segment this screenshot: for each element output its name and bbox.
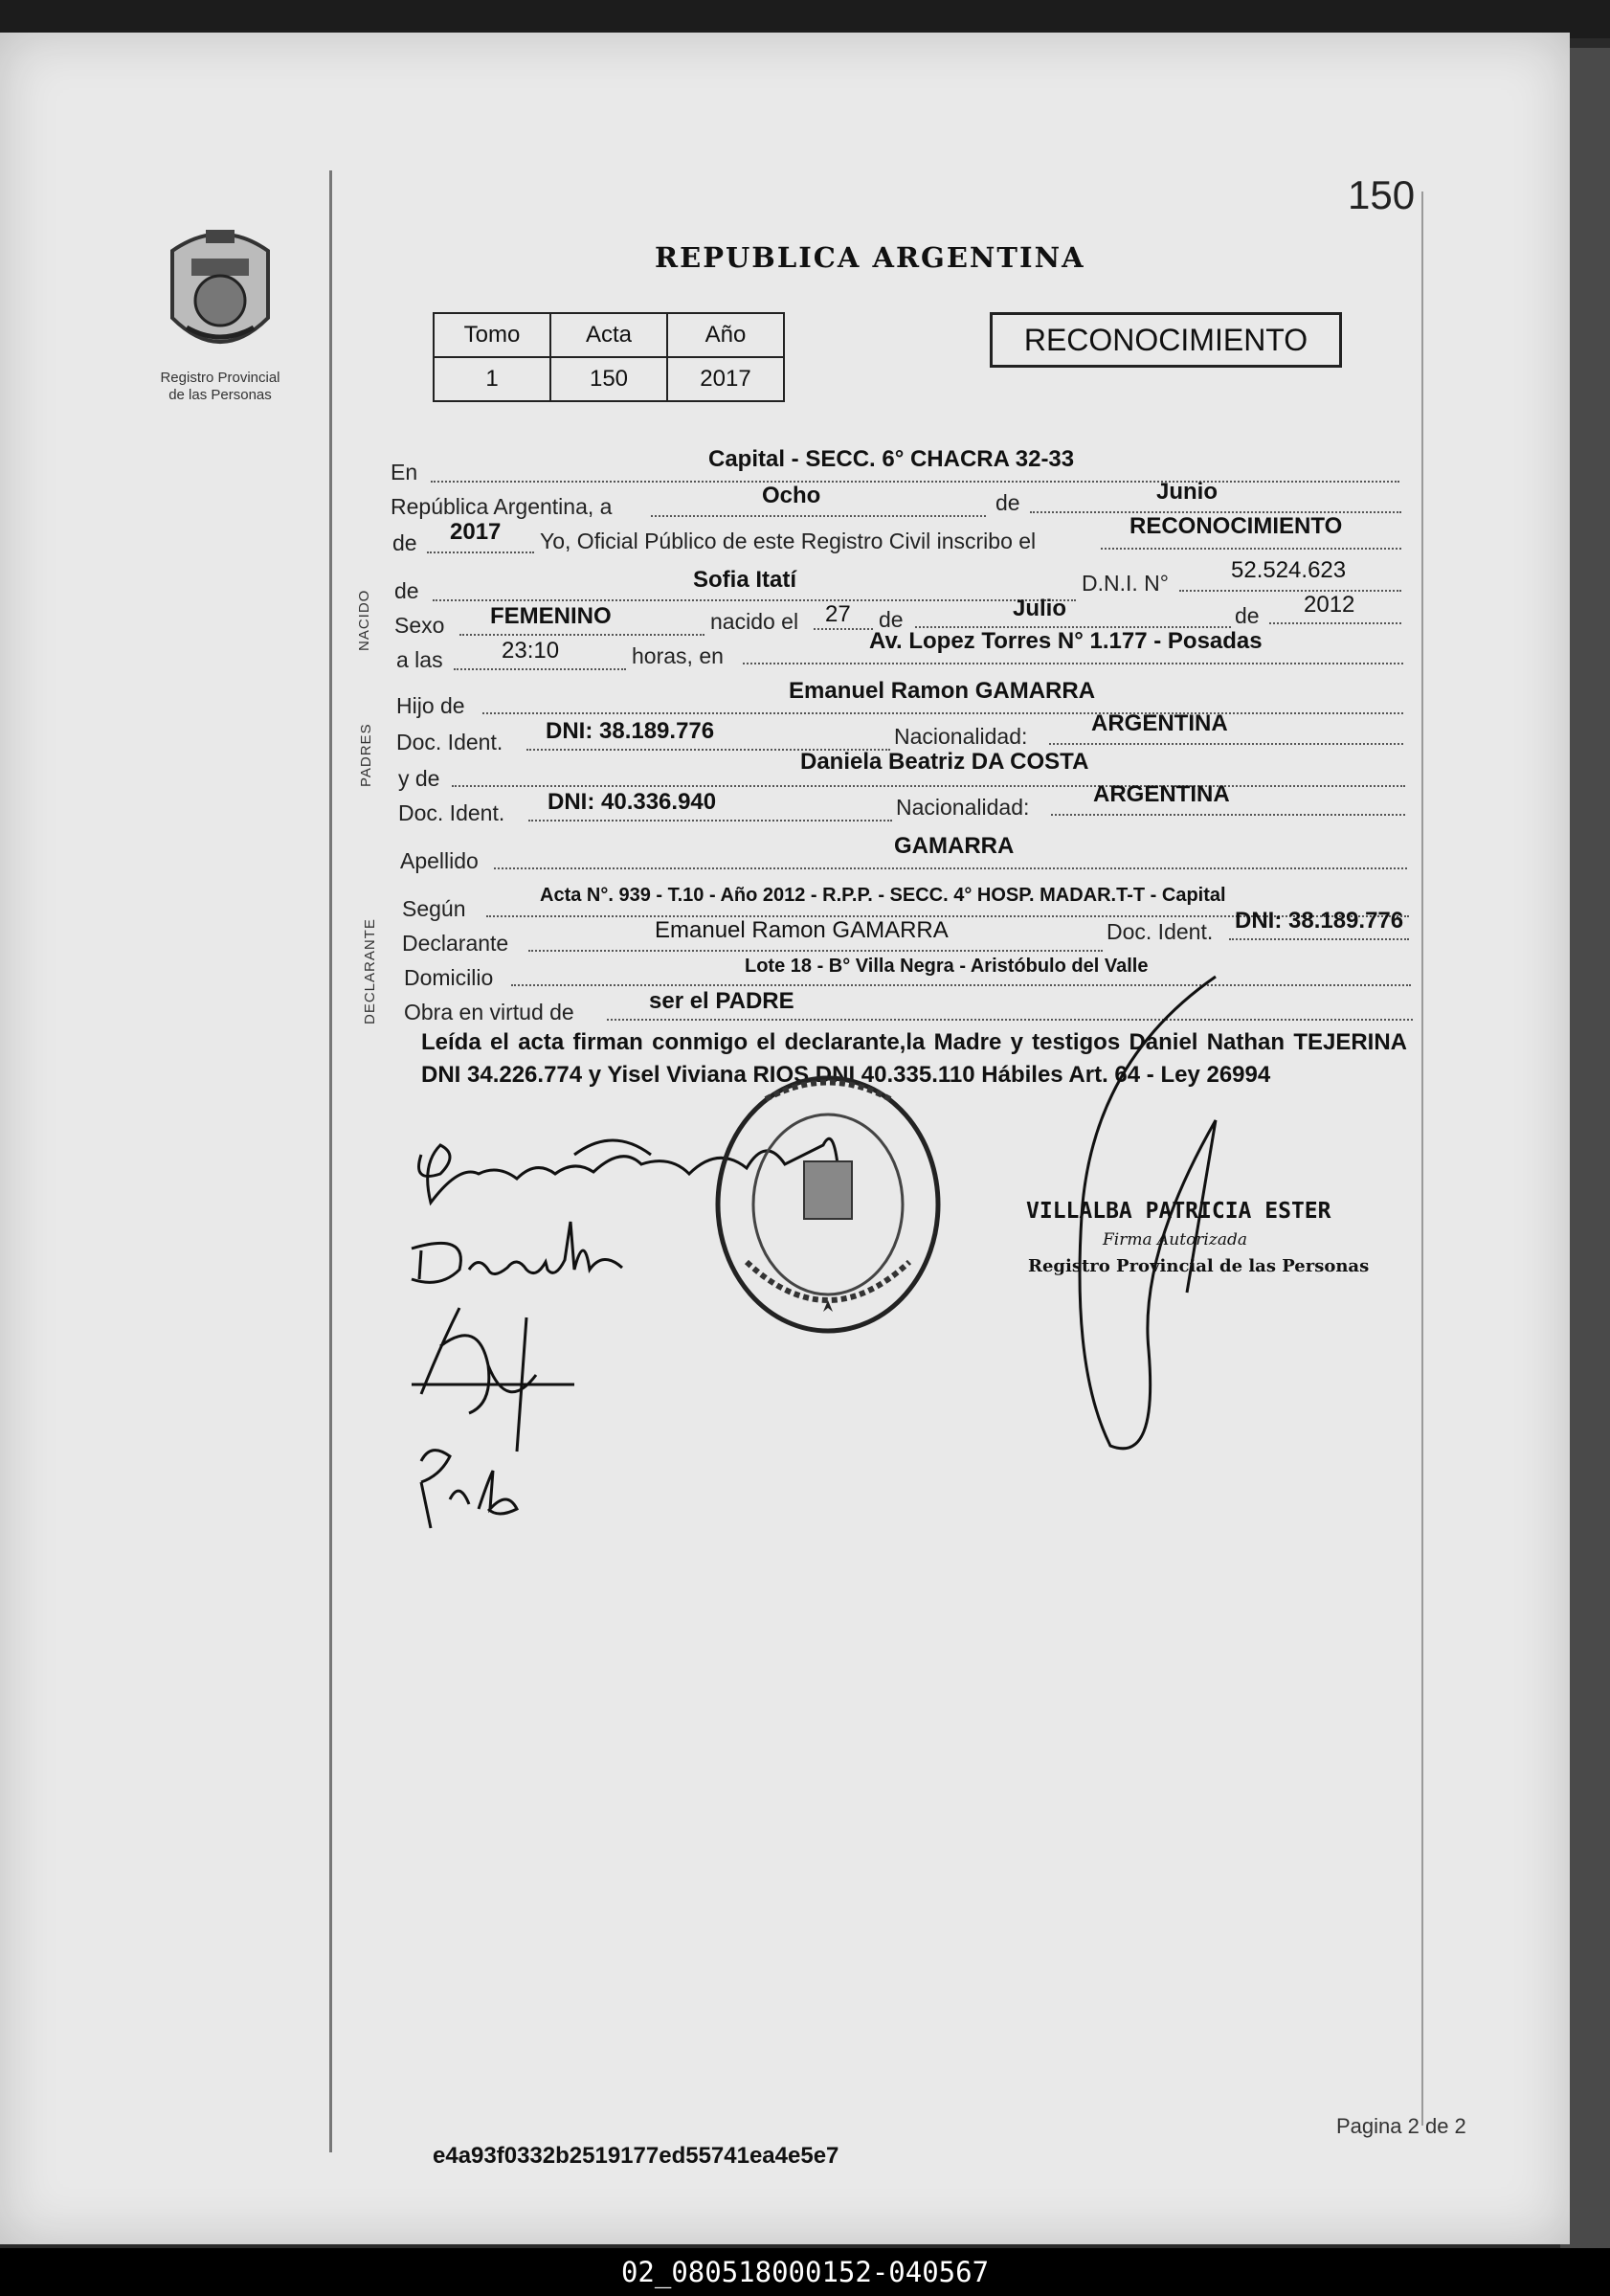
register-table-values — [434, 357, 784, 401]
label-hijo: Hijo de — [396, 693, 465, 718]
closing-text: Leída el acta firman conmigo el declarante,la Madre y testigos Daniel Nathan TEJERINA DNI 34.226.774 y Yisel Viviana RIOS DNI 40.335.110 Hábiles Art. 64 - Ley 26994 — [421, 1029, 1407, 1088]
value-acta: 150 — [550, 357, 667, 401]
dotted-line — [494, 867, 1407, 869]
side-label-nacido: NACIDO — [356, 589, 372, 651]
label-sexo: Sexo — [394, 613, 445, 638]
value-dni: 52.524.623 — [1231, 557, 1347, 583]
dotted-line — [651, 515, 986, 517]
dotted-line — [459, 634, 704, 636]
page-indicator: Pagina 2 de 2 — [1336, 2114, 1466, 2138]
header-anio: Año — [667, 313, 784, 357]
dotted-line — [1101, 548, 1401, 550]
value-padre-doc: DNI: 38.189.776 — [546, 718, 715, 744]
dotted-line — [454, 668, 626, 670]
page-number: 150 — [1348, 172, 1416, 217]
dotted-line — [1269, 622, 1401, 624]
page-title: REPUBLICA ARGENTINA — [655, 241, 1085, 274]
document-hash: e4a93f0332b2519177ed55741ea4e5e7 — [433, 2143, 839, 2169]
logo-label-line2: de las Personas — [168, 387, 272, 403]
label-domicilio: Domicilio — [404, 965, 494, 990]
label-de-nombre: de — [394, 578, 419, 603]
label-nacionalidad-madre: Nacionalidad: — [896, 795, 1030, 820]
dotted-line — [528, 950, 1103, 952]
label-de-anio-nac: de — [1235, 603, 1260, 628]
dotted-line — [1229, 938, 1409, 940]
label-de-anio: de — [392, 530, 417, 555]
value-segun: Acta N°. 939 - T.10 - Año 2012 - R.P.P. - SECC. 4° HOSP. MADAR.T-T - Capital — [540, 885, 1226, 906]
label-alas: a las — [396, 647, 443, 672]
register-table — [433, 312, 785, 402]
value-padre: Emanuel Ramon GAMARRA — [789, 678, 1096, 704]
value-anio: 2017 — [450, 519, 502, 545]
value-obra: ser el PADRE — [649, 988, 794, 1014]
value-inscribo: RECONOCIMIENTO — [1129, 513, 1343, 539]
label-segun: Según — [402, 896, 466, 921]
value-lugar-registro: Capital - SECC. 6° CHACRA 32-33 — [708, 446, 1075, 472]
act-type-box: RECONOCIMIENTO — [990, 312, 1342, 368]
dotted-line — [427, 551, 534, 553]
side-label-padres: PADRES — [358, 723, 374, 787]
value-nacido-dia: 27 — [825, 601, 851, 627]
label-yde: y de — [398, 766, 440, 791]
officer-role: Firma Autorizada — [1103, 1230, 1247, 1249]
value-madre-doc: DNI: 40.336.940 — [548, 789, 717, 815]
value-anio: 2017 — [667, 357, 784, 401]
dotted-line — [482, 712, 1403, 714]
header-acta: Acta — [550, 313, 667, 357]
dotted-line — [431, 481, 1399, 483]
label-doc-madre: Doc. Ident. — [398, 800, 505, 825]
value-tomo: 1 — [434, 357, 550, 401]
register-table-header — [434, 313, 784, 357]
dotted-line — [511, 984, 1411, 986]
dotted-line — [433, 599, 1076, 601]
official-stamp-icon — [708, 1070, 948, 1339]
signature-rios — [421, 1451, 517, 1528]
label-dni: D.N.I. N° — [1082, 571, 1169, 596]
officer-name: VILLALBA PATRICIA ESTER — [1026, 1199, 1331, 1224]
label-nacido: nacido el — [710, 609, 799, 634]
signature-witness — [412, 1308, 574, 1452]
value-madre-nac: ARGENTINA — [1093, 781, 1230, 807]
label-de: de — [995, 490, 1020, 515]
right-margin-line — [1421, 191, 1423, 2126]
label-republica: República Argentina, a — [391, 494, 613, 519]
value-domicilio: Lote 18 - B° Villa Negra - Aristóbulo del Valle — [745, 956, 1149, 977]
dotted-line — [1049, 743, 1403, 745]
margin-line — [329, 170, 332, 2152]
value-lugar-nacimiento: Av. Lopez Torres N° 1.177 - Posadas — [869, 628, 1263, 654]
value-mes: Junio — [1156, 479, 1218, 505]
signature-daniela — [412, 1222, 622, 1282]
dotted-line — [743, 663, 1403, 664]
value-dia: Ocho — [762, 483, 821, 508]
officer-office: Registro Provincial de las Personas — [1028, 1256, 1370, 1276]
value-declarante-doc: DNI: 38.189.776 — [1235, 908, 1404, 934]
label-en: En — [391, 460, 418, 484]
value-nombre: Sofia Itatí — [693, 567, 797, 593]
label-horas: horas, en — [632, 643, 724, 668]
label-de-mes: de — [879, 607, 904, 632]
label-obra: Obra en virtud de — [404, 1000, 574, 1024]
footer-id-bar — [0, 2248, 1610, 2296]
dotted-line — [1179, 590, 1401, 592]
label-oficial: Yo, Oficial Público de este Registro Civil inscribo el — [540, 529, 1037, 553]
header-tomo: Tomo — [434, 313, 550, 357]
footer-id: 02_080518000152-040567 — [620, 2256, 990, 2288]
value-declarante: Emanuel Ramon GAMARRA — [655, 917, 949, 943]
logo-label — [134, 370, 306, 404]
dotted-line — [607, 1019, 1413, 1021]
dotted-line — [814, 628, 873, 630]
dotted-line — [452, 785, 1405, 787]
label-declarante: Declarante — [402, 931, 509, 956]
dotted-line — [1051, 814, 1405, 816]
label-apellido: Apellido — [400, 848, 479, 873]
value-apellido: GAMARRA — [894, 833, 1015, 859]
value-hora: 23:10 — [502, 638, 560, 664]
side-label-declarante: DECLARANTE — [362, 918, 378, 1024]
value-padre-nac: ARGENTINA — [1091, 710, 1228, 736]
value-nacido-anio: 2012 — [1304, 592, 1355, 618]
dotted-line — [528, 820, 892, 822]
value-nacido-mes: Julio — [1013, 596, 1067, 621]
label-nacionalidad-padre: Nacionalidad: — [894, 724, 1028, 749]
label-declarante-doc: Doc. Ident. — [1107, 919, 1214, 944]
crest-logo-icon — [153, 222, 287, 366]
logo-label-line1: Registro Provincial — [160, 370, 280, 386]
label-doc-padre: Doc. Ident. — [396, 730, 503, 754]
value-sexo: FEMENINO — [490, 603, 612, 629]
value-madre: Daniela Beatriz DA COSTA — [800, 749, 1089, 775]
